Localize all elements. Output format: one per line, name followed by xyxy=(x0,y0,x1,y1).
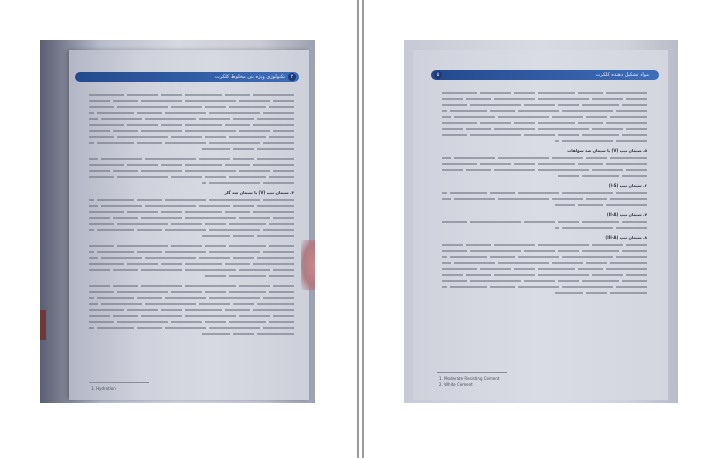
left-page-header-title: تکنولوژی ویژه بتن مخلوط کلکرت xyxy=(215,74,285,80)
right-book-page xyxy=(413,50,668,400)
right-text-line xyxy=(437,173,647,179)
right-page-header-title: مواد تشکیل دهنده کلکرت xyxy=(595,72,649,78)
left-paragraph xyxy=(84,190,294,239)
left-book-page xyxy=(69,50,309,400)
right-page-photo xyxy=(404,40,678,403)
right-footnote-2: 2. White Cement xyxy=(439,382,473,387)
left-footnote-rule xyxy=(89,382,149,383)
right-text-line xyxy=(437,138,647,144)
left-paragraph xyxy=(84,283,294,337)
right-text-line xyxy=(437,202,647,208)
left-text-line xyxy=(84,233,294,239)
right-paragraph xyxy=(437,90,647,144)
right-section-heading: ۶. سیمان تیپ (I-S) xyxy=(608,183,647,188)
right-page-number: ۵ xyxy=(434,71,442,79)
left-page-photo xyxy=(40,40,315,403)
left-page-body-text xyxy=(84,92,294,341)
right-paragraph xyxy=(437,235,647,296)
left-paragraph xyxy=(84,156,294,186)
left-paragraph xyxy=(84,243,294,279)
right-page-header xyxy=(431,70,659,80)
right-paragraph xyxy=(437,183,647,208)
right-paragraph xyxy=(437,212,647,231)
left-page-header xyxy=(75,72,299,82)
left-page-number: ۴ xyxy=(288,73,296,81)
left-section-heading: ۴. سیمان تیپ (V) یا سیمان ضد گاز xyxy=(224,190,294,195)
right-footnote-rule xyxy=(437,372,507,373)
right-page-body-text xyxy=(437,90,647,300)
right-text-line xyxy=(437,290,647,296)
left-text-line xyxy=(84,273,294,279)
left-text-line xyxy=(84,180,294,186)
book-tab-marker xyxy=(40,310,46,340)
left-paragraph xyxy=(84,92,294,152)
right-footnote-1: 1. Moderate Resisting Cement xyxy=(439,376,500,381)
center-divider xyxy=(357,0,359,458)
finger-holding-page xyxy=(301,240,315,290)
left-text-line xyxy=(84,331,294,337)
right-section-heading: ۵. سیمان تیپ (V) یا سیمان ضد سولفات xyxy=(567,148,647,153)
right-text-line xyxy=(437,225,647,231)
left-text-line xyxy=(84,146,294,152)
left-footnote: 1. Hydration xyxy=(91,386,116,391)
center-divider-2 xyxy=(362,0,364,458)
right-section-heading: ۷. سیمان تیپ (II-A) xyxy=(606,212,647,217)
right-section-heading: ۸. سیمان تیپ (III-A) xyxy=(605,235,647,240)
right-paragraph xyxy=(437,148,647,179)
